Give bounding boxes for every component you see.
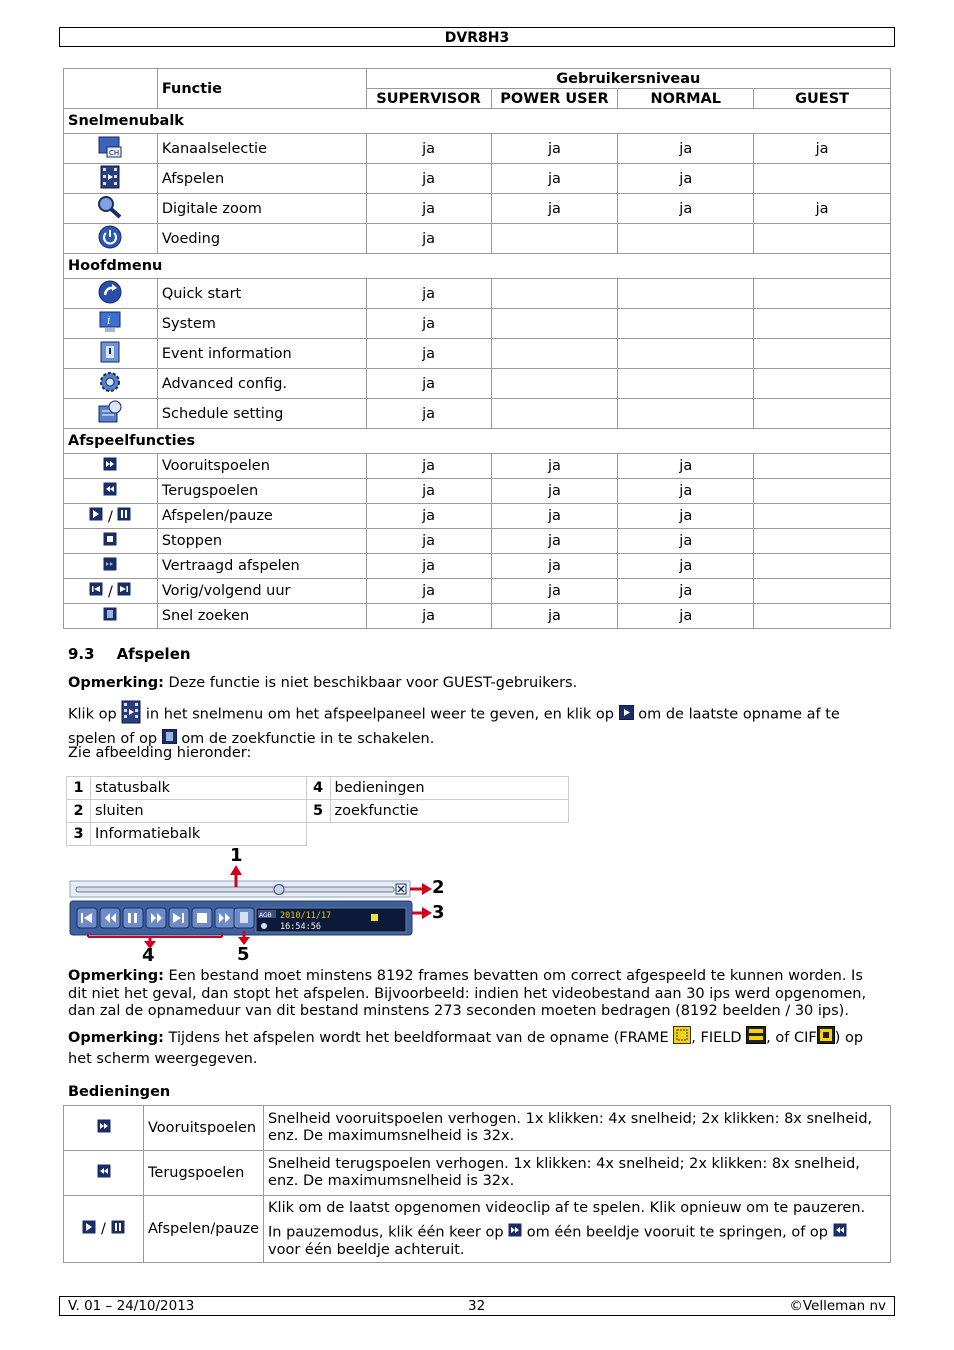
schedule-icon — [64, 399, 158, 429]
level-value — [754, 504, 891, 529]
level-value: ja — [491, 479, 618, 504]
level-value — [754, 224, 891, 254]
table-row — [64, 224, 891, 254]
svg-text:i: i — [107, 313, 111, 327]
level-value — [491, 224, 618, 254]
power-icon — [64, 224, 158, 254]
level-value: ja — [491, 504, 618, 529]
page-footer — [59, 1296, 895, 1316]
legend-number: 3 — [67, 823, 91, 846]
col-level-2: NORMAL — [618, 89, 754, 109]
callout-2: 2 — [432, 877, 445, 898]
level-value — [491, 339, 618, 369]
level-value: ja — [366, 134, 491, 164]
footer-copyright: ©Velleman nv — [789, 1298, 886, 1314]
legend-label: statusbalk — [90, 777, 306, 800]
intro-paragraph: Klik op in het snelmenu om het afspeelpaneel weer te geven, en klik op om de laatste opname af te spelen of op om de zoekfunctie in te schakelen. — [68, 700, 888, 749]
film-play-icon — [64, 164, 158, 194]
quick-start-icon — [64, 279, 158, 309]
callout-5: 5 — [237, 944, 250, 965]
table-row — [64, 369, 891, 399]
level-value: ja — [491, 579, 618, 604]
magnifier-icon — [64, 194, 158, 224]
play-icon — [89, 509, 103, 525]
footer-version: V. 01 – 24/10/2013 — [68, 1298, 195, 1314]
bedieningen-title: Bedieningen — [68, 1084, 171, 1100]
pause-icon — [111, 1220, 125, 1238]
rewind-icon — [64, 479, 158, 504]
level-value — [618, 309, 754, 339]
slow-play-icon — [64, 554, 158, 579]
function-name: Voeding — [157, 224, 366, 254]
legend-number — [306, 823, 330, 846]
level-value: ja — [491, 454, 618, 479]
table-row — [64, 339, 891, 369]
function-name: Quick start — [157, 279, 366, 309]
function-name: Stoppen — [157, 529, 366, 554]
legend-table — [66, 776, 569, 846]
function-name: Digitale zoom — [157, 194, 366, 224]
note-guest: Opmerking: Deze functie is niet beschikbaar voor GUEST-gebruikers. — [68, 675, 578, 691]
level-value — [491, 309, 618, 339]
level-value: ja — [618, 604, 754, 629]
bed-icon-cell-rw — [64, 1151, 144, 1196]
function-name: System — [157, 309, 366, 339]
level-value: ja — [366, 194, 491, 224]
doc-title: DVR8H3 — [444, 30, 510, 46]
bed-desc-ff: Snelheid vooruitspoelen verhogen. 1x klikken: 4x snelheid; 2x klikken: 8x snelheid, enz. De maximumsnelheid is 32x. — [264, 1106, 891, 1151]
level-value — [618, 399, 754, 429]
level-value — [618, 369, 754, 399]
level-value — [618, 279, 754, 309]
level-value — [754, 279, 891, 309]
corner-cell — [64, 69, 158, 109]
col-level-3: GUEST — [754, 89, 891, 109]
col-level-1: POWER USER — [491, 89, 618, 109]
function-name: Afspelen/pauze — [157, 504, 366, 529]
pause-button[interactable] — [123, 908, 143, 928]
table-row — [64, 479, 891, 504]
level-value — [754, 399, 891, 429]
event-info-icon — [64, 339, 158, 369]
next-hour-icon — [117, 584, 131, 600]
legend-row — [67, 777, 569, 800]
level-value: ja — [618, 454, 754, 479]
legend-row — [67, 823, 569, 846]
close-icon[interactable] — [396, 884, 406, 894]
resolution-badge: AGB — [259, 912, 272, 919]
level-value: ja — [366, 309, 491, 339]
level-value — [754, 164, 891, 194]
level-value — [491, 399, 618, 429]
fast-forward-icon — [508, 1223, 522, 1242]
play-icon — [619, 705, 634, 725]
level-value: ja — [618, 504, 754, 529]
level-value — [754, 309, 891, 339]
level-value: ja — [366, 579, 491, 604]
level-value: ja — [366, 279, 491, 309]
table-row — [64, 194, 891, 224]
level-value: ja — [618, 194, 754, 224]
legend-number: 5 — [306, 800, 330, 823]
note-format: Opmerking: Tijdens het afspelen wordt het beeldformaat van de opname (FRAME , FIELD , of CIF ) op het scherm weergegeven. — [68, 1026, 898, 1069]
legend-label: Informatiebalk — [90, 823, 306, 846]
level-value: ja — [366, 454, 491, 479]
table-row — [64, 554, 891, 579]
section-row — [64, 429, 891, 454]
level-value: ja — [491, 134, 618, 164]
level-value: ja — [618, 164, 754, 194]
level-value — [754, 529, 891, 554]
table-row — [64, 529, 891, 554]
bed-desc-rw: Snelheid terugspoelen verhogen. 1x klikken: 4x snelheid; 2x klikken: 8x snelheid, enz. De maximumsnelheid is 32x. — [264, 1151, 891, 1196]
level-value: ja — [491, 604, 618, 629]
level-value — [754, 604, 891, 629]
gear-icon — [64, 369, 158, 399]
quick-search-icon — [64, 604, 158, 629]
function-name: Afspelen — [157, 164, 366, 194]
fast-forward-icon — [64, 454, 158, 479]
rewind-icon — [97, 1164, 111, 1182]
callout-3: 3 — [432, 902, 445, 923]
table-row — [64, 504, 891, 529]
level-value: ja — [491, 164, 618, 194]
prev-next-hour-icon: / — [64, 579, 158, 604]
table-row — [64, 134, 891, 164]
level-value: ja — [366, 224, 491, 254]
callout-1: 1 — [230, 845, 243, 866]
bed-icon-cell-pp: / — [64, 1196, 144, 1263]
bed-name-ff: Vooruitspoelen — [144, 1106, 264, 1151]
page-header — [59, 27, 895, 47]
section-title: Hoofdmenu — [64, 254, 891, 279]
section-heading: 9.3 Afspelen — [68, 645, 191, 663]
prev-hour-icon — [89, 584, 103, 600]
note-frames: Opmerking: Een bestand moet minstens 8192 frames bevatten om correct afgespeeld te kunnen worden. Is dit niet het geval, dan stopt het afspelen. Bijvoorbeeld: indien het videobestand aan 30 ips werd opgenomen, dan zal de opnameduur van dit bestand minstens 273 seconden moeten bedragen (8192 beelden / 30 ips). — [68, 968, 867, 1019]
table-row — [64, 579, 891, 604]
svg-text:CH: CH — [109, 148, 120, 157]
legend-label: sluiten — [90, 800, 306, 823]
col-level-group: Gebruikersniveau — [366, 69, 890, 89]
legend-number: 1 — [67, 777, 91, 800]
level-value — [491, 279, 618, 309]
section-title: Snelmenubalk — [64, 109, 891, 134]
bed-desc-pp: Klik om de laatst opgenomen videoclip af te spelen. Klik opnieuw om te pauzeren. In pauzemodus, klik één keer op om één beeldje vooruit te springen, of op voor één beeldje achteruit. — [264, 1196, 891, 1263]
section-row — [64, 109, 891, 134]
level-value — [491, 369, 618, 399]
table-row — [64, 454, 891, 479]
level-value: ja — [754, 134, 891, 164]
channel-icon — [64, 134, 158, 164]
level-value: ja — [491, 194, 618, 224]
table-row — [64, 309, 891, 339]
level-value: ja — [618, 554, 754, 579]
play-icon — [82, 1220, 96, 1238]
bed-icon-cell-ff — [64, 1106, 144, 1151]
level-value: ja — [366, 369, 491, 399]
legend-number: 2 — [67, 800, 91, 823]
film-play-icon — [121, 700, 141, 729]
level-value: ja — [618, 134, 754, 164]
level-value: ja — [366, 399, 491, 429]
table-row — [64, 164, 891, 194]
level-value: ja — [366, 554, 491, 579]
legend-number: 4 — [306, 777, 330, 800]
level-value: ja — [618, 529, 754, 554]
level-value: ja — [366, 604, 491, 629]
level-value — [754, 454, 891, 479]
table-row — [64, 399, 891, 429]
level-value — [618, 224, 754, 254]
function-name: Snel zoeken — [157, 604, 366, 629]
level-value: ja — [366, 164, 491, 194]
system-icon — [64, 309, 158, 339]
cif-icon — [817, 1026, 835, 1050]
level-value: ja — [754, 194, 891, 224]
section-title: Afspeelfuncties — [64, 429, 891, 454]
legend-label: bedieningen — [330, 777, 568, 800]
fast-forward-icon — [97, 1119, 111, 1137]
stop-icon — [64, 529, 158, 554]
callout-4: 4 — [142, 945, 155, 966]
section-row — [64, 254, 891, 279]
panel-time: 16:54:56 — [280, 922, 321, 932]
level-value: ja — [618, 479, 754, 504]
legend-label: zoekfunctie — [330, 800, 568, 823]
table-row — [64, 279, 891, 309]
function-name: Event information — [157, 339, 366, 369]
function-name: Schedule setting — [157, 399, 366, 429]
rewind-icon — [833, 1223, 847, 1242]
frame-icon — [673, 1026, 691, 1050]
legend-row — [67, 800, 569, 823]
footer-page: 32 — [468, 1298, 486, 1314]
col-level-0: SUPERVISOR — [366, 89, 491, 109]
playback-panel-figure — [66, 845, 456, 967]
level-value: ja — [618, 579, 754, 604]
function-name: Vorig/volgend uur — [157, 579, 366, 604]
function-name: Advanced config. — [157, 369, 366, 399]
col-functie: Functie — [157, 69, 366, 109]
level-value: ja — [366, 529, 491, 554]
progress-knob[interactable] — [274, 885, 284, 895]
level-value — [754, 554, 891, 579]
level-value: ja — [366, 504, 491, 529]
bed-name-rw: Terugspoelen — [144, 1151, 264, 1196]
play-pause-icon: / — [64, 504, 158, 529]
level-value — [754, 339, 891, 369]
level-value — [754, 369, 891, 399]
level-value — [754, 479, 891, 504]
see-figure-text: Zie afbeelding hieronder: — [68, 745, 252, 761]
level-value: ja — [491, 529, 618, 554]
function-name: Vertraagd afspelen — [157, 554, 366, 579]
level-value: ja — [366, 479, 491, 504]
controls-table — [63, 1105, 891, 1263]
level-value — [618, 339, 754, 369]
pause-icon — [117, 509, 131, 525]
level-value — [754, 579, 891, 604]
table-row — [64, 604, 891, 629]
panel-date: 2010/11/17 — [280, 911, 332, 921]
field-icon — [746, 1026, 766, 1050]
permissions-table — [63, 68, 891, 629]
level-value: ja — [366, 339, 491, 369]
level-value: ja — [491, 554, 618, 579]
function-name: Terugspoelen — [157, 479, 366, 504]
legend-label — [330, 823, 568, 846]
bed-name-pp: Afspelen/pauze — [144, 1196, 264, 1263]
function-name: Vooruitspoelen — [157, 454, 366, 479]
function-name: Kanaalselectie — [157, 134, 366, 164]
